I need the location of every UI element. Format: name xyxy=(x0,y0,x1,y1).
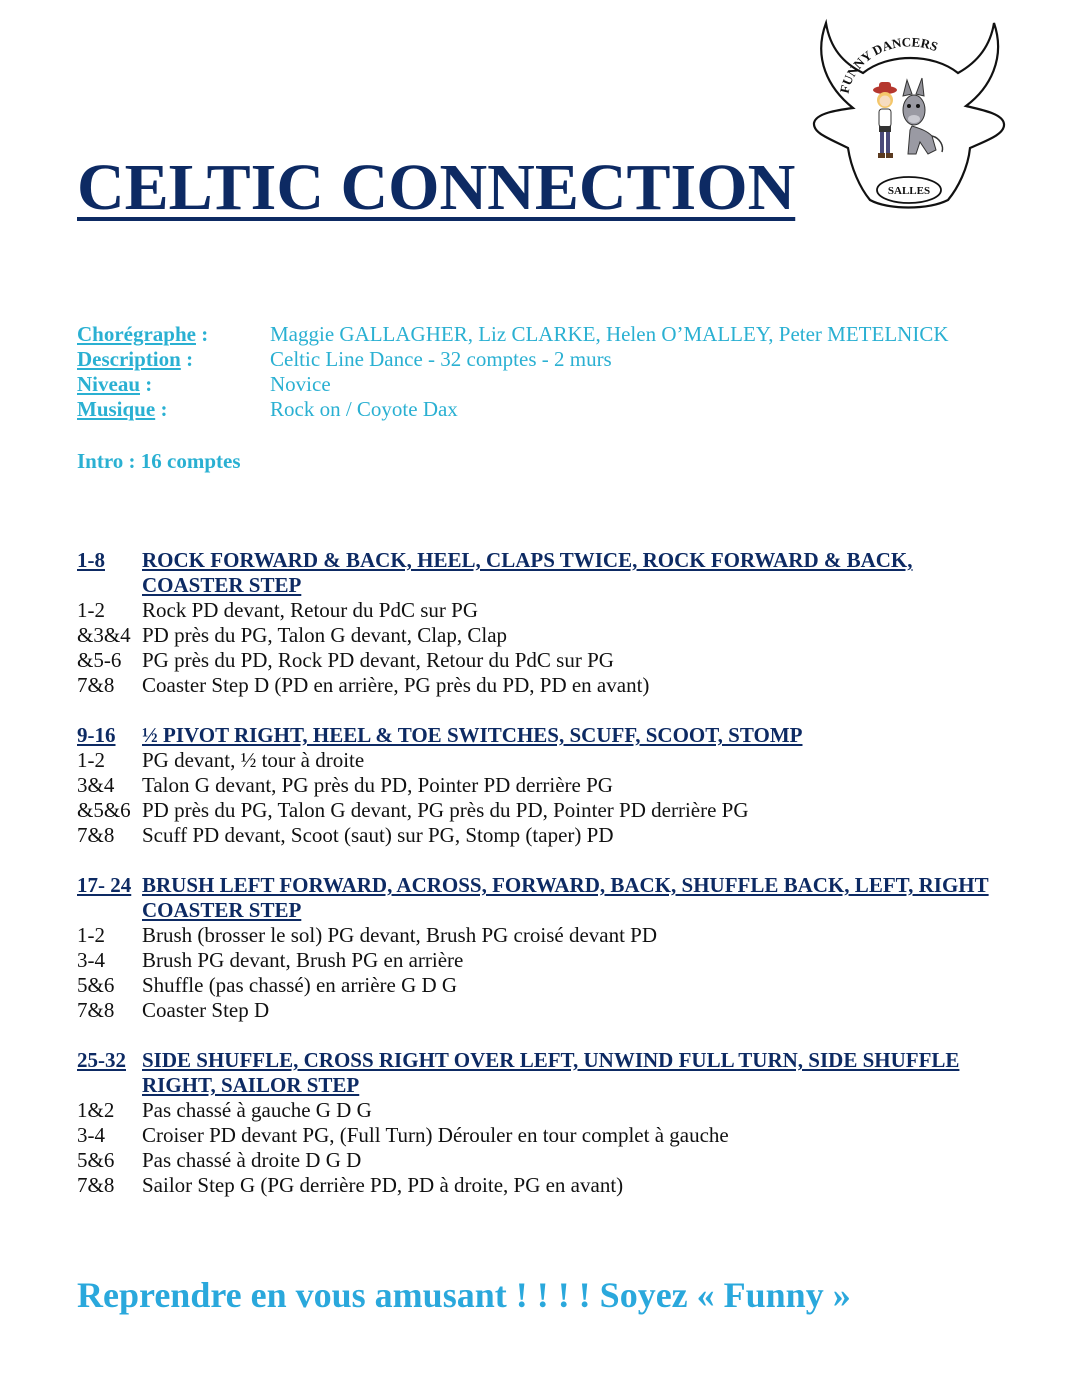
donkey-figure xyxy=(903,78,943,154)
section-title: ½ PIVOT RIGHT, HEEL & TOE SWITCHES, SCUFF, SCOOT, STOMP xyxy=(142,723,803,747)
level-value: Novice xyxy=(270,372,331,396)
step-count: &5&6 xyxy=(77,798,131,822)
logo-top-text: FUNNY DANCERS xyxy=(836,34,940,95)
step-text: Brush (brosser le sol) PG devant, Brush PG croisé devant PD xyxy=(142,923,658,947)
section-counts: 9-16 xyxy=(77,723,116,747)
step-text: Pas chassé à droite D G D xyxy=(142,1148,362,1172)
description-value: Celtic Line Dance - 32 comptes - 2 murs xyxy=(270,347,612,371)
description-label[interactable]: Description xyxy=(77,347,181,371)
step-count: 7&8 xyxy=(77,823,115,847)
logo-bottom-text: SALLES xyxy=(887,185,931,197)
step-count: 5&6 xyxy=(77,973,115,997)
step-count: 7&8 xyxy=(77,673,115,697)
intro-text: Intro : 16 comptes xyxy=(77,449,241,473)
step-count: 7&8 xyxy=(77,998,115,1022)
choreographer-label[interactable]: Chorégraphe xyxy=(77,322,196,346)
step-count: 5&6 xyxy=(77,1148,115,1172)
step-row xyxy=(77,923,1017,948)
step-text: PD près du PG, Talon G devant, Clap, Clap xyxy=(142,623,508,647)
step-row xyxy=(77,973,1017,998)
section-title: ROCK FORWARD & BACK, HEEL, CLAPS TWICE, ROCK FORWARD & BACK, COASTER STEP xyxy=(142,548,913,597)
step-count: &5-6 xyxy=(77,648,122,672)
step-row xyxy=(77,1098,1017,1123)
step-row xyxy=(77,623,1017,648)
step-text: Talon G devant, PG près du PD, Pointer PD derrière PG xyxy=(142,773,613,797)
step-row xyxy=(77,998,1017,1023)
step-count: 3&4 xyxy=(77,773,115,797)
step-text: PG près du PD, Rock PD devant, Retour du PdC sur PG xyxy=(142,648,614,672)
step-row xyxy=(77,948,1017,973)
music-value: Rock on / Coyote Dax xyxy=(270,397,458,421)
choreographer-value: Maggie GALLAGHER, Liz CLARKE, Helen O’MALLEY, Peter METELNICK xyxy=(270,322,949,346)
footer-slogan: Reprendre en vous amusant ! ! ! ! Soyez « Funny » xyxy=(77,1275,851,1315)
section-heading xyxy=(77,1048,1017,1098)
step-count: 3-4 xyxy=(77,1123,105,1147)
step-text: Scuff PD devant, Scoot (saut) sur PG, Stomp (taper) PD xyxy=(142,823,614,847)
section-counts: 25-32 xyxy=(77,1048,126,1072)
cowgirl-figure xyxy=(873,82,897,158)
step-count: 1-2 xyxy=(77,923,105,947)
section-heading xyxy=(77,723,1017,748)
section-heading xyxy=(77,548,1017,598)
step-row xyxy=(77,773,1017,798)
step-row xyxy=(77,1173,1017,1198)
step-text: Sailor Step G (PG derrière PD, PD à droite, PG en avant) xyxy=(142,1173,624,1197)
step-row xyxy=(77,1148,1017,1173)
step-sections xyxy=(77,548,1017,1223)
funny-dancers-logo xyxy=(808,18,1008,210)
step-count: 1-2 xyxy=(77,748,105,772)
step-text: Brush PG devant, Brush PG en arrière xyxy=(142,948,464,972)
section-9-16 xyxy=(77,723,1017,848)
step-count: 1&2 xyxy=(77,1098,115,1122)
section-counts: 17- 24 xyxy=(77,873,132,897)
step-text: Pas chassé à gauche G D G xyxy=(142,1098,372,1122)
step-row xyxy=(77,1123,1017,1148)
step-text: Coaster Step D (PD en arrière, PG près du PD, PD en avant) xyxy=(142,673,650,697)
step-text: Rock PD devant, Retour du PdC sur PG xyxy=(142,598,478,622)
step-text: PG devant, ½ tour à droite xyxy=(142,748,365,772)
step-text: Coaster Step D xyxy=(142,998,270,1022)
page-title: CELTIC CONNECTION xyxy=(77,151,796,224)
level-label[interactable]: Niveau xyxy=(77,372,140,396)
section-1-8 xyxy=(77,548,1017,698)
step-count: 7&8 xyxy=(77,1173,115,1197)
section-17-24 xyxy=(77,873,1017,1023)
step-text: Shuffle (pas chassé) en arrière G D G xyxy=(142,973,458,997)
step-count: 1-2 xyxy=(77,598,105,622)
section-title: SIDE SHUFFLE, CROSS RIGHT OVER LEFT, UNWIND FULL TURN, SIDE SHUFFLE RIGHT, SAILOR STEP xyxy=(142,1048,960,1097)
step-row xyxy=(77,748,1017,773)
music-label[interactable]: Musique xyxy=(77,397,156,421)
step-count: 3-4 xyxy=(77,948,105,972)
section-heading xyxy=(77,873,1017,923)
section-25-32 xyxy=(77,1048,1017,1198)
step-row xyxy=(77,648,1017,673)
step-row xyxy=(77,823,1017,848)
step-row xyxy=(77,798,1017,823)
section-counts: 1-8 xyxy=(77,548,105,572)
step-text: PD près du PG, Talon G devant, PG près du PD, Pointer PD derrière PG xyxy=(142,798,749,822)
step-text: Croiser PD devant PG, (Full Turn) Dérouler en tour complet à gauche xyxy=(142,1123,729,1147)
step-row xyxy=(77,598,1017,623)
section-title: BRUSH LEFT FORWARD, ACROSS, FORWARD, BACK, SHUFFLE BACK, LEFT, RIGHT COASTER STEP xyxy=(142,873,989,922)
step-row xyxy=(77,673,1017,698)
step-count: &3&4 xyxy=(77,623,131,647)
